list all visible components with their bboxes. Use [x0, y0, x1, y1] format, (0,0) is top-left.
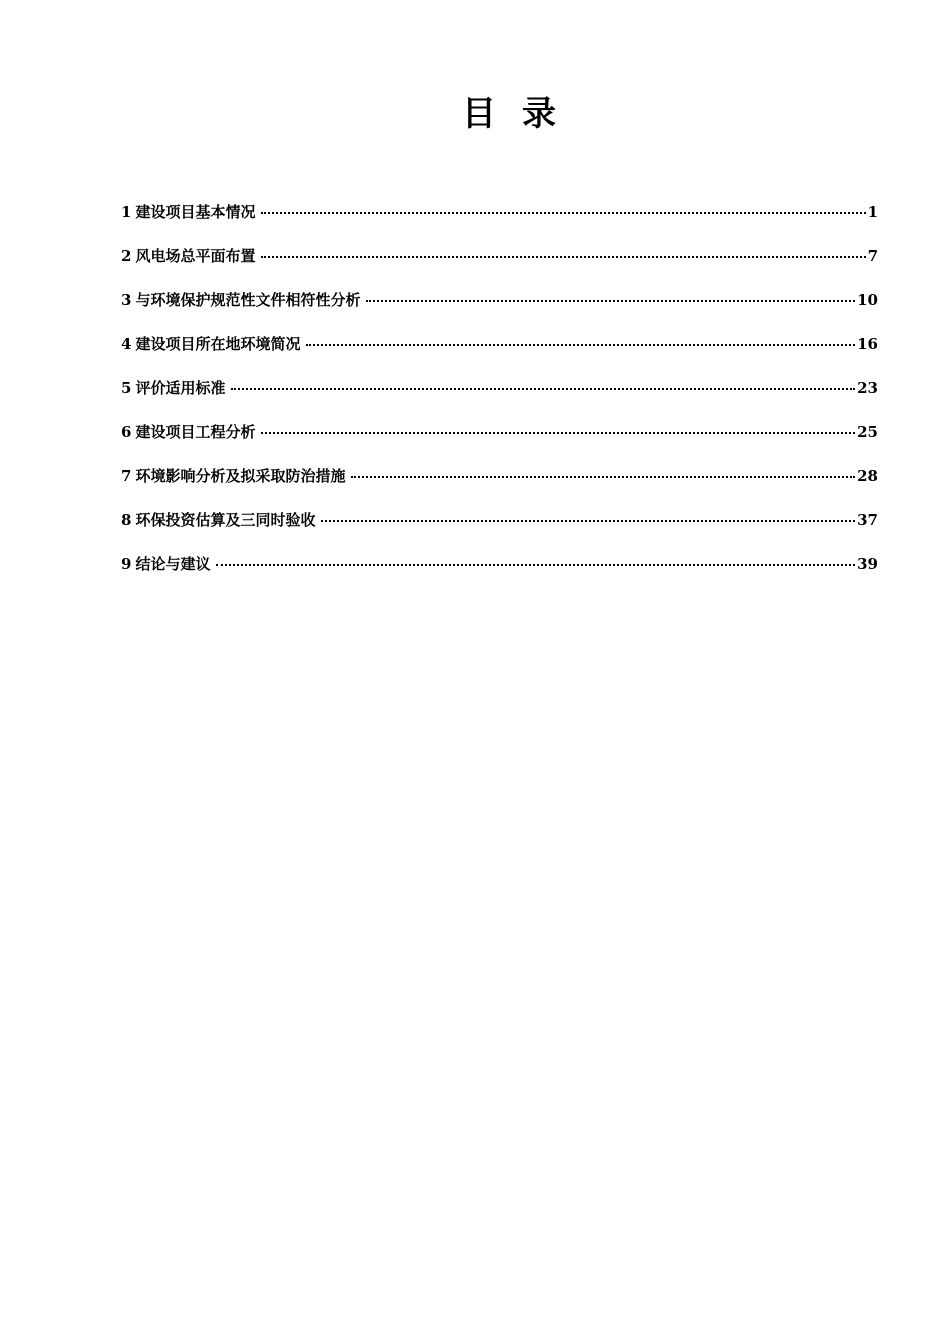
- toc-entry-page: 28: [857, 467, 878, 485]
- toc-entry-page: 1: [867, 203, 878, 221]
- toc-entry-title: 建设项目工程分析: [135, 423, 256, 441]
- toc-entry[interactable]: [121, 464, 878, 508]
- toc-entry-title: 评价适用标准: [135, 379, 226, 397]
- toc-leader-dots: [261, 256, 865, 258]
- toc-entry-number: 8: [121, 511, 132, 529]
- toc-entry[interactable]: [121, 508, 878, 552]
- toc-title: [0, 92, 950, 136]
- toc-list: [121, 200, 878, 596]
- toc-entry-number: 9: [121, 555, 132, 573]
- toc-entry[interactable]: [121, 552, 878, 596]
- toc-entry-page: 10: [857, 291, 878, 309]
- toc-entry[interactable]: [121, 420, 878, 464]
- toc-entry-title: 风电场总平面布置: [135, 247, 256, 265]
- toc-leader-dots: [231, 388, 855, 390]
- toc-leader-dots: [366, 300, 855, 302]
- toc-entry-page: 16: [857, 335, 878, 353]
- toc-entry-number: 1: [121, 203, 132, 221]
- toc-leader-dots: [216, 564, 855, 566]
- toc-entry[interactable]: [121, 200, 878, 244]
- toc-entry-title: 与环境保护规范性文件相符性分析: [135, 291, 361, 309]
- toc-leader-dots: [261, 212, 865, 214]
- toc-entry-number: 5: [121, 379, 132, 397]
- toc-entry-number: 3: [121, 291, 132, 309]
- toc-leader-dots: [351, 476, 855, 478]
- toc-leader-dots: [261, 432, 855, 434]
- toc-title-char-1: 目: [462, 94, 496, 134]
- toc-title-char-2: 录: [522, 94, 556, 134]
- toc-entry-number: 2: [121, 247, 132, 265]
- toc-entry[interactable]: [121, 244, 878, 288]
- toc-leader-dots: [321, 520, 855, 522]
- toc-leader-dots: [306, 344, 855, 346]
- toc-entry-number: 7: [121, 467, 132, 485]
- toc-entry-title: 建设项目所在地环境简况: [135, 335, 301, 353]
- toc-entry-page: 37: [857, 511, 878, 529]
- toc-entry[interactable]: [121, 376, 878, 420]
- toc-entry-page: 23: [857, 379, 878, 397]
- toc-entry-page: 39: [857, 555, 878, 573]
- toc-entry-number: 4: [121, 335, 132, 353]
- toc-entry[interactable]: [121, 332, 878, 376]
- toc-entry-title: 建设项目基本情况: [135, 203, 256, 221]
- toc-entry[interactable]: [121, 288, 878, 332]
- toc-entry-title: 结论与建议: [135, 555, 211, 573]
- toc-entry-page: 7: [867, 247, 878, 265]
- toc-entry-number: 6: [121, 423, 132, 441]
- toc-entry-title: 环境影响分析及拟采取防治措施: [135, 467, 346, 485]
- toc-entry-page: 25: [857, 423, 878, 441]
- toc-entry-title: 环保投资估算及三同时验收: [135, 511, 316, 529]
